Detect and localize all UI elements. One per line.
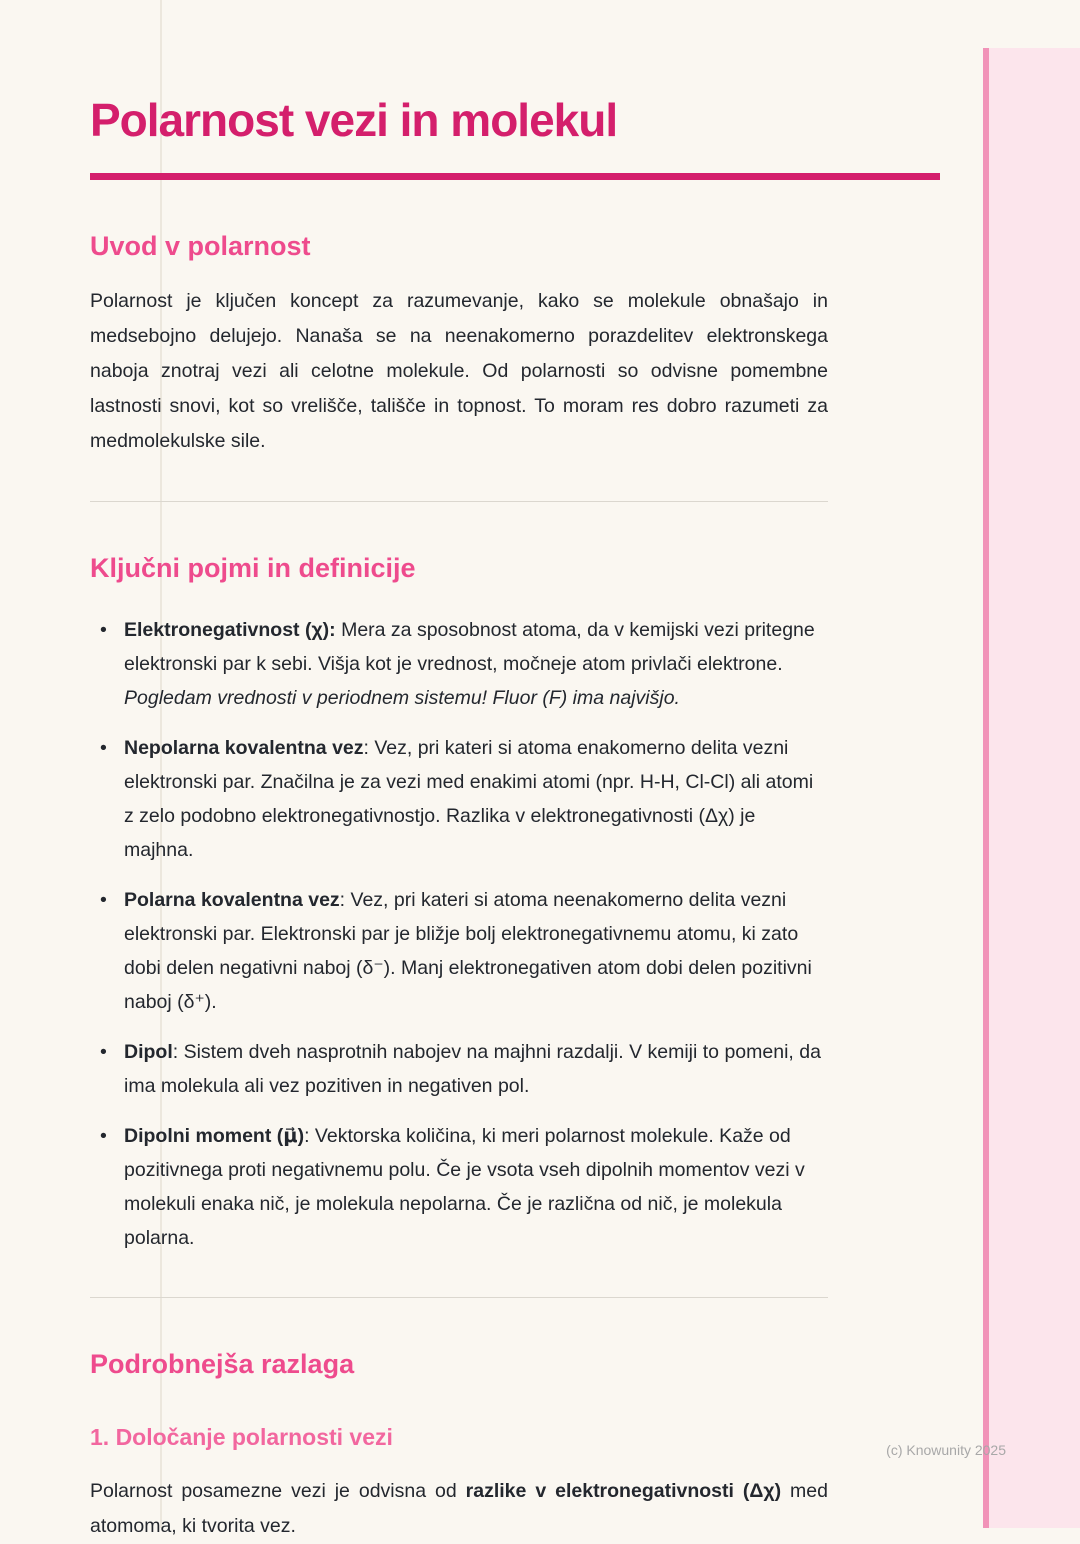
section-details xyxy=(90,1348,828,1544)
definition-text: : Vektorska količina, ki meri polarnost molekule. Kaže od pozitivnega proti negativnemu polu. Če je vsota vseh dipolnih momentov vezi v molekuli enaka nič, je molekula nepolarna. Če je različna od nič, je molekula polarna. xyxy=(124,1124,805,1249)
page-title: Polarnost vezi in molekul xyxy=(90,94,618,146)
section-divider xyxy=(90,501,828,502)
list-item-dipole xyxy=(90,1035,828,1103)
section-heading-details: Podrobnejša razlaga xyxy=(90,1348,355,1379)
term-label: Nepolarna kovalentna vez xyxy=(124,736,364,759)
copyright-footer: (c) Knowunity 2025 xyxy=(886,1442,1006,1458)
intro-paragraph: Polarnost je ključen koncept za razumevanje, kako se molekule obnašajo in medsebojno delujejo. Nanaša se na neenakomerno porazdelitev elektronskega naboja znotraj vezi ali celotne molekule. Od polarnosti so odvisne pomembne lastnosti snovi, kot so vrelišče, tališče in topnost. To moram res dobro razumeti za medmolekulske sile. xyxy=(90,290,828,453)
details-text-pre: Polarnost posamezne vezi je odvisna od xyxy=(90,1479,466,1502)
definition-text: : Vez, pri kateri si atoma enakomerno delita vezni elektronski par. Značilna je za vezi med enakimi atomi (npr. H-H, Cl-Cl) ali atomi z zelo podobno elektronegativnostjo. Razlika v elektronegativnosti (Δχ) je majhna. xyxy=(124,736,814,861)
definition-text: : Sistem dveh nasprotnih nabojev na majhni razdalji. V kemiji to pomeni, da ima molekula ali vez pozitiven in negativen pol. xyxy=(124,1040,821,1097)
title-underline xyxy=(90,173,940,180)
definition-text: : Vez, pri kateri si atoma neenakomerno delita vezni elektronski par. Elektronski par je bližje bolj elektronegativnemu atomu, ki zato dobi delen negativni naboj (δ⁻). Manj elektronegativen atom dobi delen pozitivni naboj (δ⁺). xyxy=(124,888,812,1013)
details-paragraph xyxy=(90,1474,828,1544)
right-pink-band xyxy=(983,48,1080,1528)
list-item-electronegativity xyxy=(90,613,828,715)
section-definitions xyxy=(90,552,828,1254)
list-item-nonpolar-bond xyxy=(90,731,828,867)
subsection-heading-bond-polarity: 1. Določanje polarnosti vezi xyxy=(90,1424,393,1451)
term-label: Elektronegativnost (χ): xyxy=(124,618,336,641)
list-item-polar-bond xyxy=(90,883,828,1019)
document-content xyxy=(90,0,828,1544)
definition-note: Pogledam vrednosti v periodnem sistemu! Fluor (F) ima najvišjo. xyxy=(124,686,680,709)
list-item-dipole-moment xyxy=(90,1119,828,1255)
details-bold-text: razlike v elektronegativnosti (Δχ) xyxy=(465,1479,782,1502)
definitions-list xyxy=(90,613,828,1255)
section-divider xyxy=(90,1297,828,1298)
details-text-post: med atomoma, ki tvorita vez. xyxy=(90,1479,828,1537)
term-label: Polarna kovalentna vez xyxy=(124,888,340,911)
section-heading-intro: Uvod v polarnost xyxy=(90,230,311,261)
term-label: Dipolni moment (μ⃗) xyxy=(124,1124,305,1147)
definition-text: Mera za sposobnost atoma, da v kemijski vezi pritegne elektronski par k sebi. Višja kot je vrednost, močneje atom privlači elektrone. xyxy=(124,618,815,675)
section-heading-definitions: Ključni pojmi in definicije xyxy=(90,553,416,584)
section-intro xyxy=(90,230,828,459)
term-label: Dipol xyxy=(124,1040,173,1063)
